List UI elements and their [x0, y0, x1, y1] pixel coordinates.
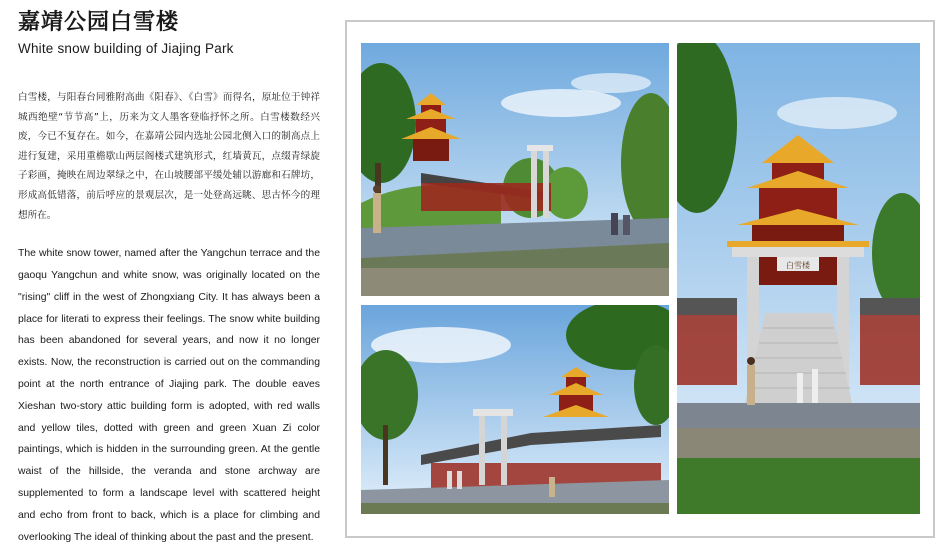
- plaque-label: 白雪楼: [786, 261, 810, 270]
- rendering-veranda-archway: [361, 305, 669, 514]
- text-column: [18, 8, 320, 548]
- description-chinese: 白雪楼，与阳春台同雅附高曲《阳春》、《白雪》而得名，原址位于钟祥城西绝壁“节节高”上，历来为文人墨客登临抒怀之所。白雪楼数经兴废，今已不复存在。如今，在嘉靖公园内选址公园北侧入口的制高点上进行复建，采用重檐歇山两层阁楼式建筑形式，红墙黄瓦，点缀青绿旋子彩画，掩映在周边翠绿之中，在山坡腰部平缓处辅以游廊和石牌坊，形成高低错落，前后呼应的景观层次，是一处登高远眺、思古怀今的理想所在。: [18, 92, 320, 221]
- description-english: The white snow tower, named after the Yangchun terrace and the gaoqu Yangchun and white snow, was originally located on the "rising" cliff in the west of Zhongxiang City. It has always been a place for literati to express their feelings. The snow white building has been abandoned for several years, and now it no longer exists. Now, the reconstruction is carried out on the commanding point at the north entrance of Jiajing park. The double eaves Xieshan two-story attic building form is adopted, with red walls and yellow tiles, dotted with green and green Xuan Zi color paintings, which is hidden in the surrounding green. At the gentle waist of the hillside, the veranda and stone archway are supplemented to form a landscape level with scattered height and echo from front to back, which is a place for climbing and overlooking The ideal of thinking about the past and the present.: [18, 248, 320, 543]
- rendering-tower-corridor: [361, 43, 669, 296]
- page-title-english: White snow building of Jiajing Park: [18, 41, 234, 56]
- rendering-tower-archway-front: [677, 43, 920, 514]
- page-title-chinese: 嘉靖公园白雪楼: [18, 10, 180, 35]
